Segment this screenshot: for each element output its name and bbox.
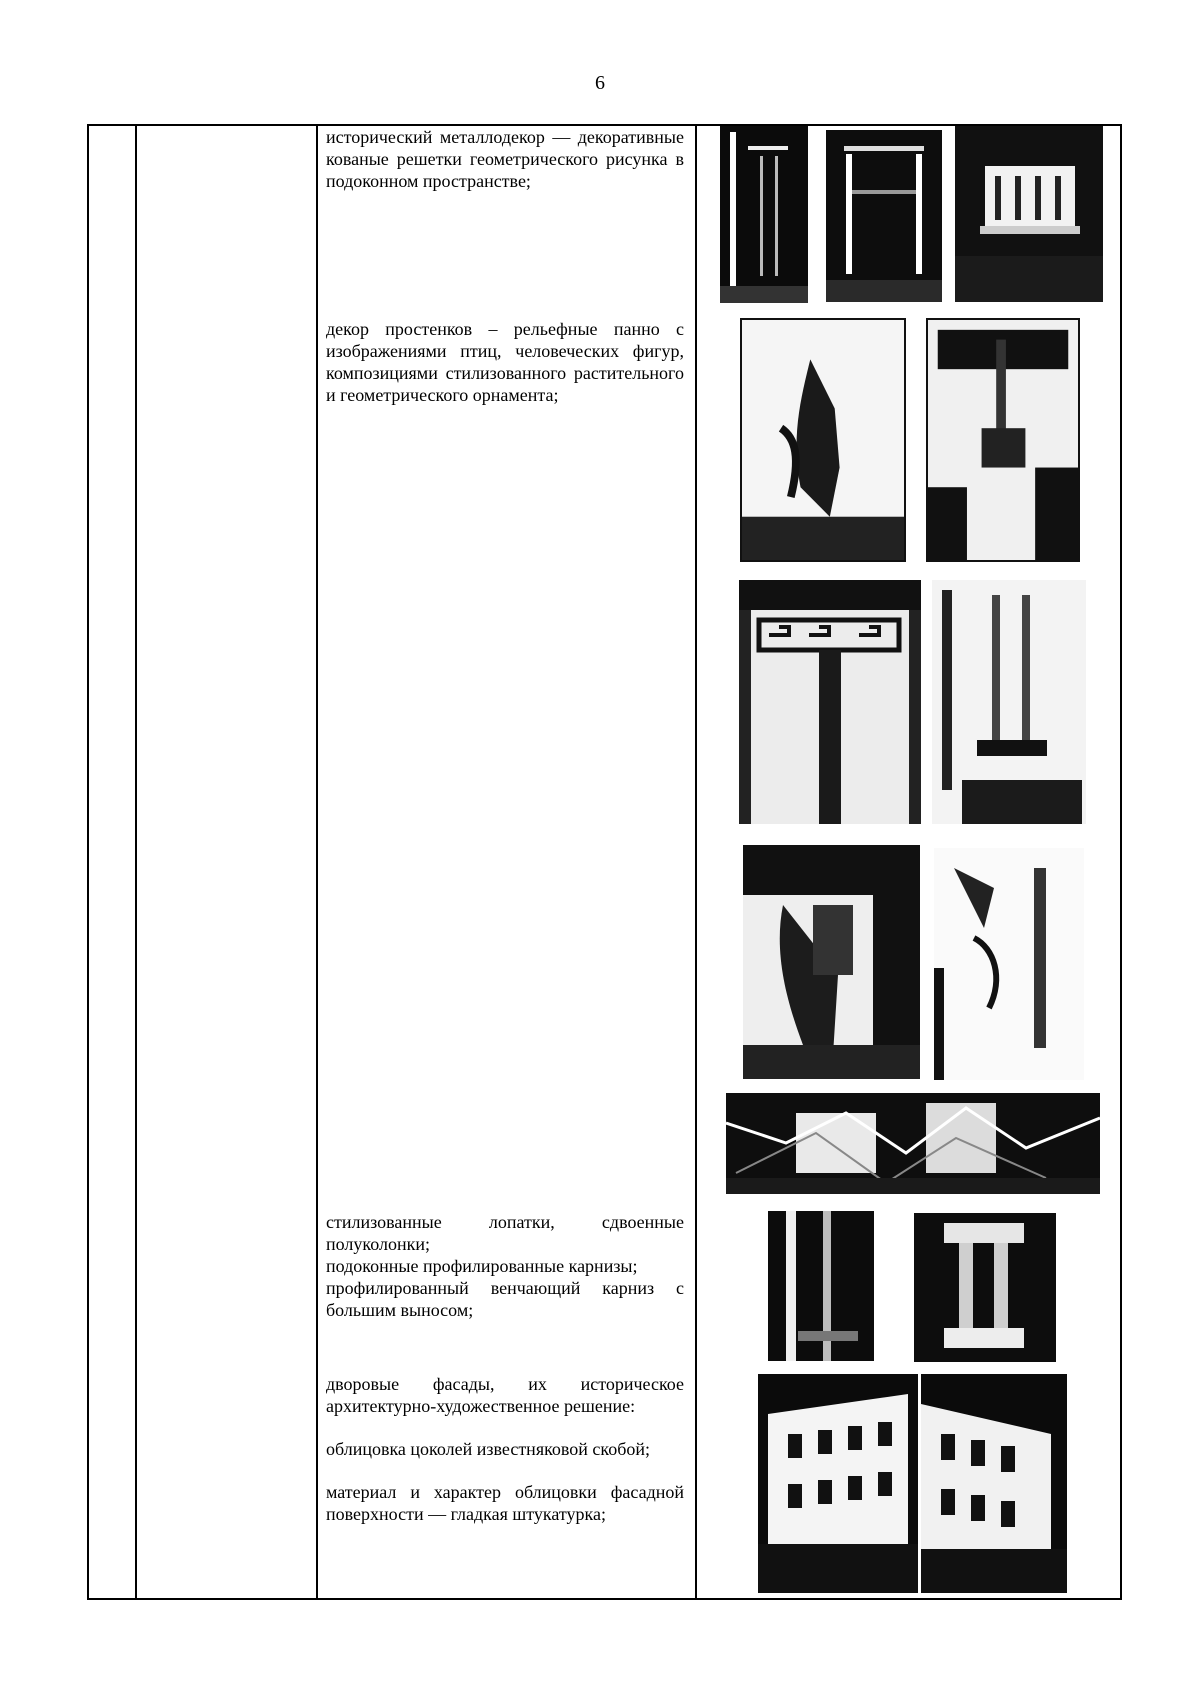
facade-trees-photo-icon [726, 1093, 1100, 1194]
paragraph: подоконные профилированные карнизы; [326, 1256, 638, 1276]
semi-column-photo-icon [914, 1213, 1056, 1362]
paragraph: исторический металлодекор — декоративные кованые решетки геометрического рисунка в подоконном пространстве; [326, 127, 684, 191]
paragraph: дворовые фасады, их историческое архитектурно-художественное решение: [326, 1374, 684, 1416]
column-divider-2 [316, 126, 318, 1598]
relief-figure-photo-icon [740, 318, 906, 562]
courtyard-facade-photo-icon [921, 1374, 1067, 1593]
paragraph: стилизованные лопатки, сдвоенные полуколонки; [326, 1212, 684, 1254]
balcony-grille-photo-icon [955, 126, 1103, 302]
courtyard-facade-photo-icon [758, 1374, 918, 1593]
text-courtyard-facades [326, 1373, 684, 1525]
text-pier-decor [326, 318, 684, 406]
column-divider-3 [695, 126, 697, 1598]
paragraph: материал и характер облицовки фасадной поверхности — гладкая штукатурка; [326, 1482, 684, 1524]
page-number: 6 [595, 72, 605, 94]
relief-bird-photo-icon [934, 848, 1084, 1080]
paragraph: декор простенков – рельефные панно с изображениями птиц, человеческих фигур, композициями стилизованного растительного и геометрического орнамента; [326, 319, 684, 405]
paragraph: облицовка цоколей известняковой скобой; [326, 1439, 651, 1459]
window-grille-photo-icon [826, 130, 942, 302]
text-pilasters-cornices [326, 1211, 684, 1321]
relief-ornament-photo-icon [926, 318, 1080, 562]
relief-figure-photo-icon [743, 845, 920, 1079]
relief-pilaster-photo-icon [932, 580, 1086, 824]
window-grille-photo-icon [720, 126, 808, 303]
paragraph: профилированный венчающий карниз с большим выносом; [326, 1278, 684, 1320]
column-divider-1 [135, 126, 137, 1598]
text-metal-decor [326, 126, 684, 192]
pilaster-photo-icon [768, 1211, 874, 1361]
relief-meander-photo-icon [739, 580, 921, 824]
